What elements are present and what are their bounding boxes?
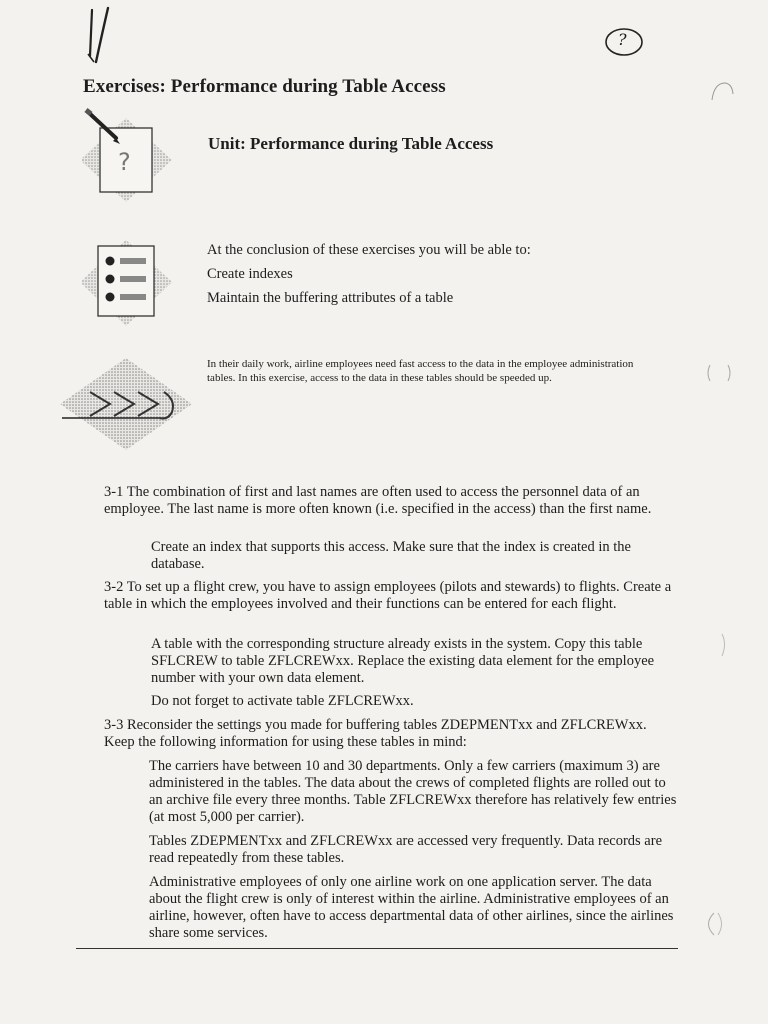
scenario-icon xyxy=(60,356,200,452)
page-footer-rule xyxy=(76,948,678,949)
unit-icon-mark: ? xyxy=(118,148,131,176)
punch-hole-mark xyxy=(708,80,736,102)
page-marker xyxy=(604,26,644,58)
objectives xyxy=(207,238,531,310)
punch-hole-mark xyxy=(706,632,730,658)
exercise-3-1-step: Create an index that supports this access. Make sure that the index is created in the database. xyxy=(151,539,631,572)
scenario-text: In their daily work, airline employees need fast access to the data in the employee administration tables. In this exercise, access to the data in these tables should be speeded up. xyxy=(207,358,634,384)
exercise-3-3-step: Tables ZDEPMENTxx and ZFLCREWxx are accessed very frequently. Data records are read repeatedly from these tables. xyxy=(149,833,663,866)
exercise-3-2-intro: 3-2 To set up a flight crew, you have to assign employees (pilots and stewards) to flights. Create a table in which the employees involved and their functions can be entered for each flight. xyxy=(104,579,672,612)
unit-icon xyxy=(82,108,174,204)
objective-item: Create indexes xyxy=(207,266,293,282)
punch-hole-mark xyxy=(704,362,734,384)
exercise-3-3-step: Administrative employees of only one airline work on one application server. The data about the flight crew is only of interest within the airline. Administrative employees of an airline, however, often have to access departmental data of other airlines, since the airlines share some services. xyxy=(149,874,674,941)
objective-item: Maintain the buffering attributes of a table xyxy=(207,290,454,306)
exercise-3-2-step: Do not forget to activate table ZFLCREWxx. xyxy=(151,693,414,709)
exercise-3-1-intro: 3-1 The combination of first and last names are often used to access the personnel data of an employee. The last name is more often known (i.e. specified in the access) than the first name. xyxy=(104,484,652,517)
objectives-intro: At the conclusion of these exercises you will be able to: xyxy=(207,242,531,258)
unit-title: Unit: Performance during Table Access xyxy=(208,134,494,153)
punch-hole-mark xyxy=(700,910,728,938)
exercise-3-2-step: A table with the corresponding structure already exists in the system. Copy this table SFLCREW to table ZFLCREWxx. Replace the existing data element for the employee number with your own data element. xyxy=(151,636,655,686)
handwritten-marks xyxy=(80,4,120,64)
page-marker-text: ? xyxy=(618,30,627,49)
objectives-icon xyxy=(82,238,174,328)
page-title: Exercises: Performance during Table Access xyxy=(83,76,446,97)
exercise-3-3-step: The carriers have between 10 and 30 departments. Only a few carriers (maximum 3) are administered in the tables. The data about the crews of completed flights are rolled out to an archive file every three months. Table ZFLCREWxx therefore has relatively few entries (at most 5,000 per carrier). xyxy=(149,758,677,825)
exercise-3-3-intro: 3-3 Reconsider the settings you made for buffering tables ZDEPMENTxx and ZFLCREWxx. Keep the following information for using these tables in mind: xyxy=(104,717,647,750)
